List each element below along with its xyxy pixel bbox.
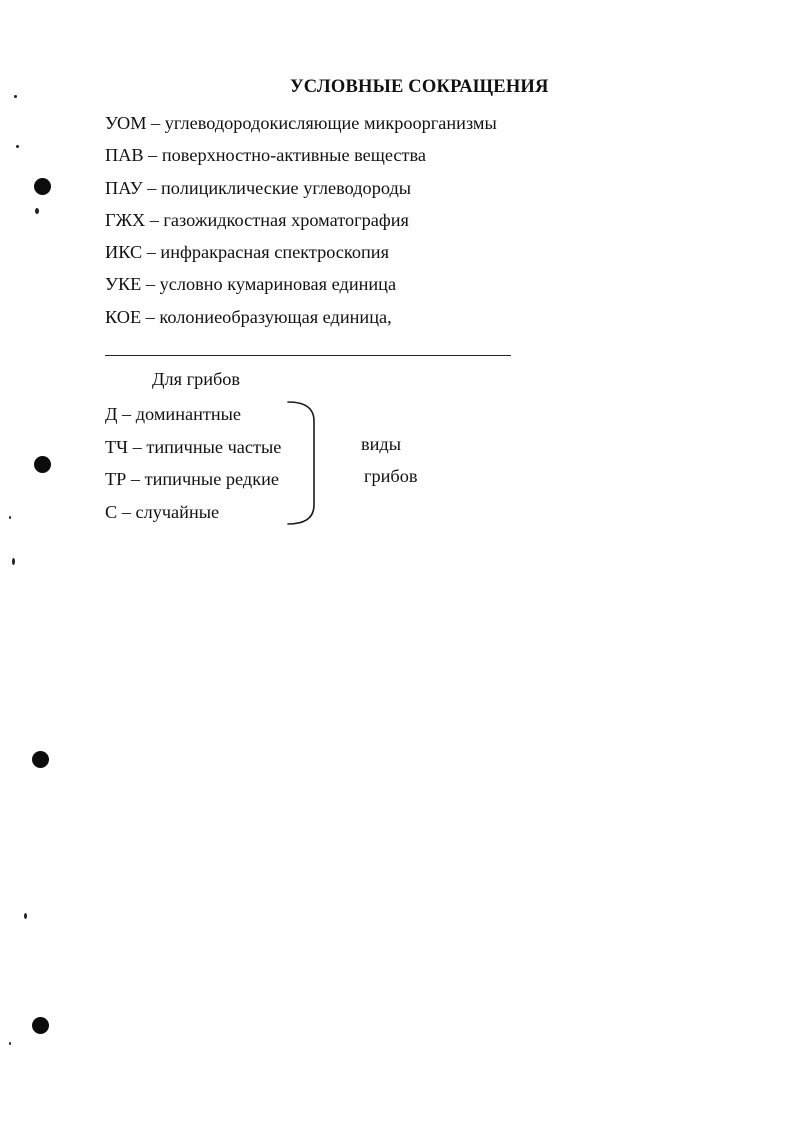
abbreviation-item: КОЕ – колониеобразующая единица, [105,306,392,327]
punch-hole-1 [34,178,51,195]
fungi-category-list [105,401,281,531]
fungi-category-item: ТР – типичные редкие [105,469,279,489]
page-title: УСЛОВНЫЕ СОКРАЩЕНИЯ [290,77,549,97]
fungi-category-item: С – случайные [105,501,220,522]
punch-hole-4 [32,1017,49,1034]
bracket-label-line-2: грибов [364,466,418,486]
fungi-category-item: Д – доминантные [105,404,242,424]
scan-speck [14,95,17,98]
punch-hole-3 [32,751,49,768]
scan-speck [35,208,39,214]
scan-speck [9,1042,11,1045]
abbreviation-item: ПАУ – полициклические углеводороды [105,177,412,198]
scan-speck [24,913,27,919]
abbreviation-item: УКЕ – условно кумариновая единица [105,274,397,295]
fungi-heading: Для грибов [152,369,241,389]
right-bracket-icon [286,399,322,527]
fungi-category-item: ТЧ – типичные частые [105,436,282,457]
abbreviation-item: ГЖХ – газожидкостная хроматография [105,209,409,230]
scan-speck [16,145,19,148]
abbreviation-item: УОМ – углеводородокисляющие микроорганизмы [105,113,497,133]
bracket-label-line-1: виды [361,434,401,454]
abbreviation-list [105,110,497,336]
scan-speck [12,558,15,565]
scan-speck [9,516,11,519]
section-divider [105,355,511,356]
abbreviation-item: ПАВ – поверхностно-активные вещества [105,145,427,166]
abbreviation-item: ИКС – инфракрасная спектроскопия [105,242,389,263]
punch-hole-2 [34,456,51,473]
